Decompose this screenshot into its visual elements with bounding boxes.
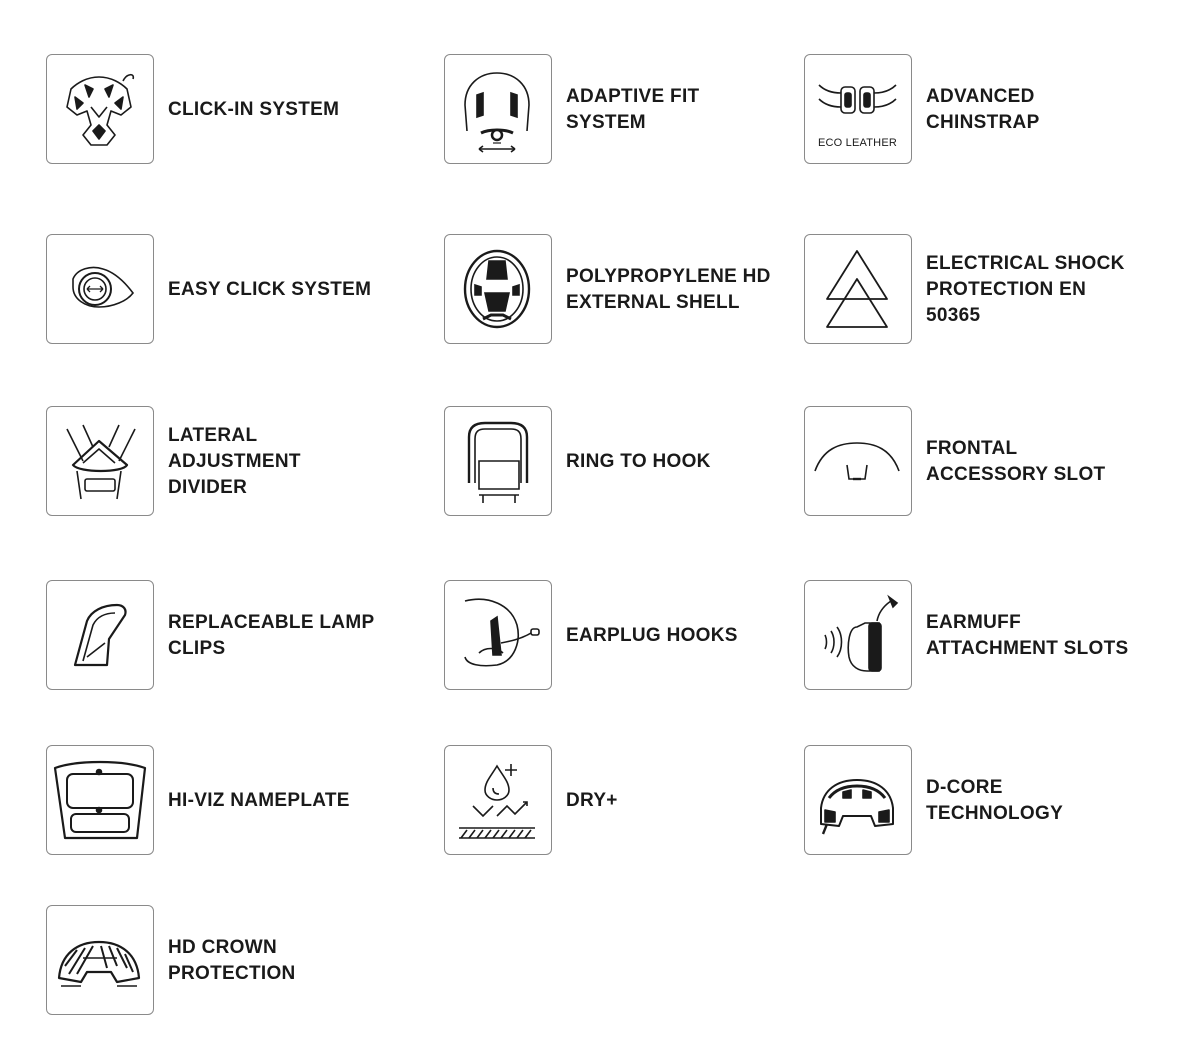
- feature-label: ADAPTIVE FIT SYSTEM: [566, 86, 700, 133]
- d-core-icon: [804, 745, 912, 855]
- feature-label: EARPLUG HOOKS: [566, 625, 738, 646]
- feature-label: CLICK-IN SYSTEM: [168, 99, 340, 120]
- feature-adaptive-fit-system: [444, 54, 804, 166]
- strap-divider-icon: [46, 406, 154, 516]
- feature-hd-crown: [46, 905, 406, 1017]
- earmuff-icon: [804, 580, 912, 690]
- feature-earmuff-slots: [804, 580, 1164, 692]
- crown-protection-icon: [46, 905, 154, 1015]
- feature-label: ELECTRICAL SHOCK PROTECTION EN 50365: [926, 253, 1125, 326]
- feature-label: EARMUFF ATTACHMENT SLOTS: [926, 612, 1129, 659]
- feature-label: REPLACEABLE LAMP CLIPS: [168, 612, 375, 659]
- feature-dry-plus: [444, 745, 804, 857]
- chinstrap-icon: [804, 54, 912, 164]
- feature-lateral-adjustment: [46, 406, 406, 518]
- ring-hook-icon: [444, 406, 552, 516]
- eco-leather-text: ECO LEATHER: [817, 137, 897, 149]
- click-in-system-icon: [46, 54, 154, 164]
- dry-plus-icon: [444, 745, 552, 855]
- adaptive-fit-icon: [444, 54, 552, 164]
- feature-label: FRONTAL ACCESSORY SLOT: [926, 438, 1106, 485]
- feature-polypropylene-shell: [444, 234, 804, 346]
- easy-click-icon: [46, 234, 154, 344]
- feature-label: LATERAL ADJUSTMENT DIVIDER: [168, 425, 301, 498]
- feature-label: RING TO HOOK: [566, 451, 711, 472]
- feature-hi-viz-nameplate: [46, 745, 406, 857]
- feature-replaceable-lamp-clips: [46, 580, 406, 692]
- feature-electrical-shock: [804, 234, 1164, 346]
- feature-label: DRY+: [566, 790, 618, 811]
- feature-label: HD CROWN PROTECTION: [168, 937, 296, 984]
- feature-label: ADVANCED CHINSTRAP: [926, 86, 1040, 133]
- feature-easy-click-system: [46, 234, 406, 346]
- feature-click-in-system: [46, 54, 406, 166]
- feature-d-core: [804, 745, 1164, 857]
- feature-frontal-accessory-slot: [804, 406, 1164, 518]
- feature-label: HI-VIZ NAMEPLATE: [168, 790, 350, 811]
- feature-label: POLYPROPYLENE HD EXTERNAL SHELL: [566, 266, 771, 313]
- helmet-shell-icon: [444, 234, 552, 344]
- feature-advanced-chinstrap: [804, 54, 1164, 166]
- nameplate-icon: [46, 745, 154, 855]
- double-triangle-icon: [804, 234, 912, 344]
- feature-ring-to-hook: [444, 406, 804, 518]
- feature-earplug-hooks: [444, 580, 804, 692]
- feature-label: D-CORE TECHNOLOGY: [926, 777, 1064, 824]
- lamp-clip-icon: [46, 580, 154, 690]
- earplug-hook-icon: [444, 580, 552, 690]
- frontal-slot-icon: [804, 406, 912, 516]
- feature-label: EASY CLICK SYSTEM: [168, 279, 372, 300]
